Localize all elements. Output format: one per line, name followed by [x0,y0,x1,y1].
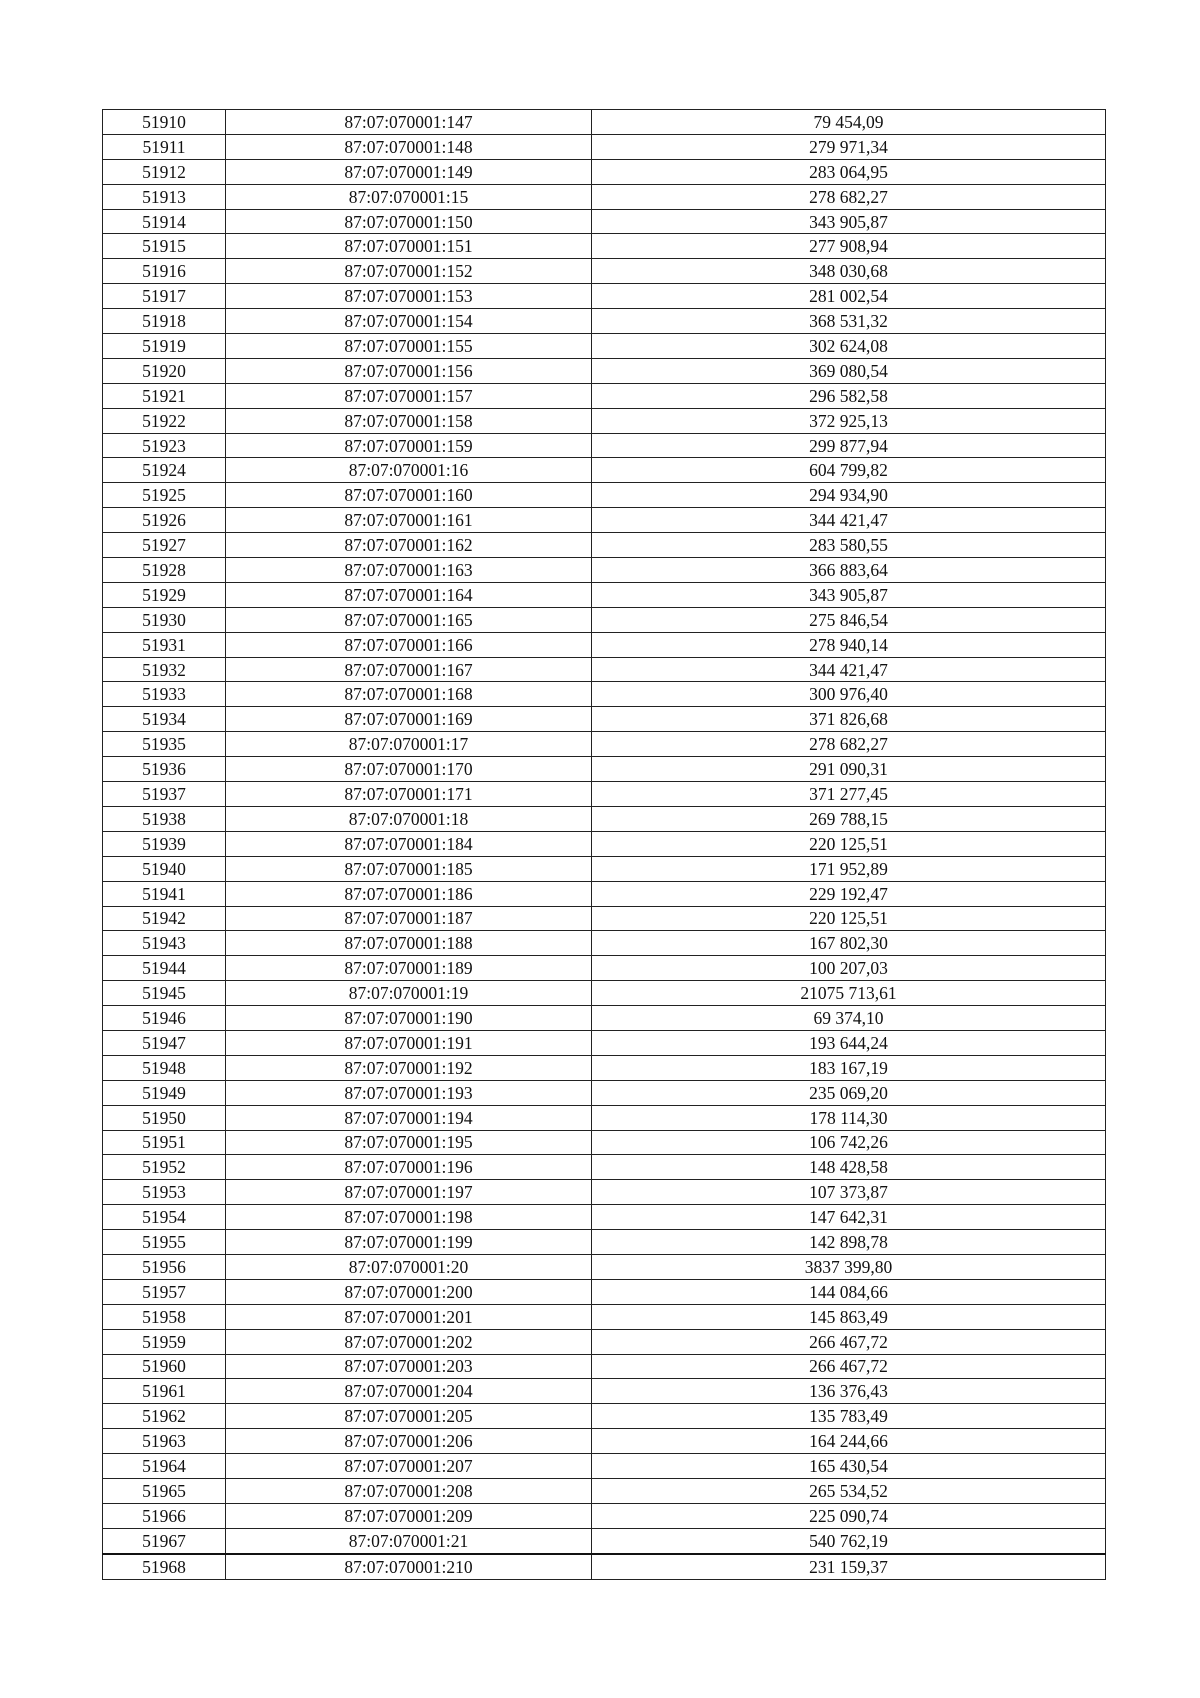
table-row [103,234,1106,259]
row-number-cell: 51946 [103,1006,226,1031]
cadastral-number-cell: 87:07:070001:202 [226,1329,592,1354]
cadastral-value-cell: 79 454,09 [592,110,1106,135]
cadastral-number-cell: 87:07:070001:197 [226,1180,592,1205]
row-number-cell: 51920 [103,358,226,383]
cadastral-number-cell: 87:07:070001:171 [226,782,592,807]
table-row [103,931,1106,956]
row-number-cell: 51921 [103,383,226,408]
table-row [103,831,1106,856]
row-number-cell: 51961 [103,1379,226,1404]
cadastral-value-cell: 300 976,40 [592,682,1106,707]
table-row [103,209,1106,234]
cadastral-number-cell: 87:07:070001:156 [226,358,592,383]
table-row [103,159,1106,184]
row-number-cell: 51955 [103,1230,226,1255]
cadastral-value-cell: 283 580,55 [592,533,1106,558]
row-number-cell: 51918 [103,309,226,334]
table-row [103,1279,1106,1304]
cadastral-number-cell: 87:07:070001:157 [226,383,592,408]
cadastral-number-cell: 87:07:070001:21 [226,1528,592,1553]
row-number-cell: 51922 [103,408,226,433]
table-row [103,582,1106,607]
row-number-cell: 51915 [103,234,226,259]
row-number-cell: 51917 [103,284,226,309]
cadastral-value-cell: 178 114,30 [592,1105,1106,1130]
cadastral-number-cell: 87:07:070001:158 [226,408,592,433]
table-row [103,1379,1106,1404]
cadastral-number-cell: 87:07:070001:163 [226,558,592,583]
cadastral-number-cell: 87:07:070001:206 [226,1429,592,1454]
cadastral-number-cell: 87:07:070001:161 [226,508,592,533]
row-number-cell: 51959 [103,1329,226,1354]
row-number-cell: 51939 [103,831,226,856]
row-number-cell: 51950 [103,1105,226,1130]
cadastral-value-cell: 164 244,66 [592,1429,1106,1454]
cadastral-number-cell: 87:07:070001:195 [226,1130,592,1155]
cadastral-number-cell: 87:07:070001:186 [226,881,592,906]
cadastral-value-cell: 296 582,58 [592,383,1106,408]
row-number-cell: 51949 [103,1080,226,1105]
cadastral-value-cell: 291 090,31 [592,757,1106,782]
row-number-cell: 51962 [103,1404,226,1429]
cadastral-value-cell: 220 125,51 [592,906,1106,931]
row-number-cell: 51930 [103,607,226,632]
cadastral-number-cell: 87:07:070001:193 [226,1080,592,1105]
cadastral-value-cell: 294 934,90 [592,483,1106,508]
table-row [103,1130,1106,1155]
table-row [103,1503,1106,1528]
cadastral-number-cell: 87:07:070001:160 [226,483,592,508]
cadastral-value-cell: 229 192,47 [592,881,1106,906]
table-row [103,458,1106,483]
cadastral-value-table [102,109,1106,1580]
table-row [103,632,1106,657]
table-row [103,1454,1106,1479]
table-row [103,1205,1106,1230]
table-row [103,1055,1106,1080]
cadastral-value-cell: 302 624,08 [592,334,1106,359]
cadastral-number-cell: 87:07:070001:198 [226,1205,592,1230]
row-number-cell: 51916 [103,259,226,284]
table-row [103,383,1106,408]
cadastral-value-cell: 225 090,74 [592,1503,1106,1528]
cadastral-value-cell: 281 002,54 [592,284,1106,309]
table-row [103,334,1106,359]
row-number-cell: 51943 [103,931,226,956]
cadastral-value-cell: 106 742,26 [592,1130,1106,1155]
table-row [103,1429,1106,1454]
cadastral-value-cell: 343 905,87 [592,582,1106,607]
table-row [103,1528,1106,1553]
row-number-cell: 51936 [103,757,226,782]
cadastral-number-cell: 87:07:070001:147 [226,110,592,135]
cadastral-value-cell: 278 682,27 [592,184,1106,209]
cadastral-number-cell: 87:07:070001:150 [226,209,592,234]
table-row [103,981,1106,1006]
cadastral-value-cell: 171 952,89 [592,856,1106,881]
cadastral-number-cell: 87:07:070001:203 [226,1354,592,1379]
row-number-cell: 51957 [103,1279,226,1304]
cadastral-value-cell: 265 534,52 [592,1478,1106,1503]
cadastral-number-cell: 87:07:070001:204 [226,1379,592,1404]
table-row [103,110,1106,135]
cadastral-number-cell: 87:07:070001:169 [226,707,592,732]
cadastral-value-cell: 107 373,87 [592,1180,1106,1205]
table-row [103,508,1106,533]
cadastral-number-cell: 87:07:070001:149 [226,159,592,184]
row-number-cell: 51965 [103,1478,226,1503]
table-row [103,682,1106,707]
row-number-cell: 51963 [103,1429,226,1454]
cadastral-number-cell: 87:07:070001:187 [226,906,592,931]
cadastral-value-cell: 372 925,13 [592,408,1106,433]
row-number-cell: 51932 [103,657,226,682]
table-row [103,483,1106,508]
cadastral-number-cell: 87:07:070001:159 [226,433,592,458]
row-number-cell: 51929 [103,582,226,607]
cadastral-number-cell: 87:07:070001:188 [226,931,592,956]
table-row [103,1254,1106,1279]
cadastral-value-cell: 235 069,20 [592,1080,1106,1105]
cadastral-number-cell: 87:07:070001:196 [226,1155,592,1180]
cadastral-number-cell: 87:07:070001:19 [226,981,592,1006]
table-row [103,732,1106,757]
row-number-cell: 51933 [103,682,226,707]
row-number-cell: 51923 [103,433,226,458]
cadastral-number-cell: 87:07:070001:208 [226,1478,592,1503]
row-number-cell: 51910 [103,110,226,135]
cadastral-number-cell: 87:07:070001:192 [226,1055,592,1080]
row-number-cell: 51938 [103,806,226,831]
row-number-cell: 51937 [103,782,226,807]
cadastral-number-cell: 87:07:070001:168 [226,682,592,707]
table-row [103,433,1106,458]
table-row [103,259,1106,284]
row-number-cell: 51934 [103,707,226,732]
row-number-cell: 51953 [103,1180,226,1205]
cadastral-value-cell: 3837 399,80 [592,1254,1106,1279]
cadastral-value-cell: 348 030,68 [592,259,1106,284]
table-row [103,358,1106,383]
cadastral-value-cell: 165 430,54 [592,1454,1106,1479]
cadastral-number-cell: 87:07:070001:20 [226,1254,592,1279]
table-body [103,110,1106,1580]
table-row [103,1230,1106,1255]
row-number-cell: 51947 [103,1030,226,1055]
table-row [103,657,1106,682]
cadastral-value-cell: 193 644,24 [592,1030,1106,1055]
row-number-cell: 51919 [103,334,226,359]
cadastral-number-cell: 87:07:070001:15 [226,184,592,209]
cadastral-number-cell: 87:07:070001:148 [226,134,592,159]
cadastral-number-cell: 87:07:070001:207 [226,1454,592,1479]
table-row [103,956,1106,981]
row-number-cell: 51952 [103,1155,226,1180]
table-row [103,1105,1106,1130]
table-row [103,1080,1106,1105]
cadastral-number-cell: 87:07:070001:16 [226,458,592,483]
cadastral-number-cell: 87:07:070001:209 [226,1503,592,1528]
cadastral-value-cell: 275 846,54 [592,607,1106,632]
table-row [103,607,1106,632]
table-row [103,707,1106,732]
cadastral-number-cell: 87:07:070001:210 [226,1554,592,1579]
cadastral-value-cell: 266 467,72 [592,1354,1106,1379]
cadastral-value-cell: 269 788,15 [592,806,1106,831]
cadastral-number-cell: 87:07:070001:152 [226,259,592,284]
cadastral-number-cell: 87:07:070001:185 [226,856,592,881]
cadastral-number-cell: 87:07:070001:155 [226,334,592,359]
table-row [103,309,1106,334]
row-number-cell: 51944 [103,956,226,981]
row-number-cell: 51967 [103,1528,226,1553]
cadastral-number-cell: 87:07:070001:191 [226,1030,592,1055]
cadastral-number-cell: 87:07:070001:162 [226,533,592,558]
row-number-cell: 51925 [103,483,226,508]
row-number-cell: 51928 [103,558,226,583]
cadastral-value-cell: 142 898,78 [592,1230,1106,1255]
table-row [103,1180,1106,1205]
table-row [103,782,1106,807]
table-row [103,134,1106,159]
cadastral-number-cell: 87:07:070001:165 [226,607,592,632]
row-number-cell: 51913 [103,184,226,209]
table-row [103,856,1106,881]
table-row [103,558,1106,583]
table-row [103,1006,1106,1031]
row-number-cell: 51926 [103,508,226,533]
row-number-cell: 51924 [103,458,226,483]
cadastral-value-cell: 344 421,47 [592,657,1106,682]
cadastral-value-cell: 366 883,64 [592,558,1106,583]
cadastral-value-cell: 278 940,14 [592,632,1106,657]
cadastral-number-cell: 87:07:070001:199 [226,1230,592,1255]
cadastral-value-cell: 283 064,95 [592,159,1106,184]
table-row [103,906,1106,931]
cadastral-number-cell: 87:07:070001:201 [226,1304,592,1329]
row-number-cell: 51960 [103,1354,226,1379]
table-row [103,1030,1106,1055]
cadastral-value-cell: 278 682,27 [592,732,1106,757]
cadastral-value-cell: 148 428,58 [592,1155,1106,1180]
cadastral-value-cell: 183 167,19 [592,1055,1106,1080]
cadastral-number-cell: 87:07:070001:18 [226,806,592,831]
cadastral-value-cell: 145 863,49 [592,1304,1106,1329]
row-number-cell: 51958 [103,1304,226,1329]
cadastral-value-cell: 371 826,68 [592,707,1106,732]
cadastral-number-cell: 87:07:070001:189 [226,956,592,981]
cadastral-number-cell: 87:07:070001:153 [226,284,592,309]
row-number-cell: 51968 [103,1554,226,1579]
cadastral-value-cell: 69 374,10 [592,1006,1106,1031]
row-number-cell: 51945 [103,981,226,1006]
row-number-cell: 51927 [103,533,226,558]
cadastral-value-cell: 136 376,43 [592,1379,1106,1404]
cadastral-number-cell: 87:07:070001:154 [226,309,592,334]
cadastral-value-cell: 299 877,94 [592,433,1106,458]
row-number-cell: 51940 [103,856,226,881]
table-row [103,284,1106,309]
cadastral-number-cell: 87:07:070001:151 [226,234,592,259]
table-row [103,1304,1106,1329]
table-row [103,1404,1106,1429]
table-row [103,1478,1106,1503]
cadastral-value-cell: 277 908,94 [592,234,1106,259]
cadastral-value-cell: 135 783,49 [592,1404,1106,1429]
cadastral-value-cell: 100 207,03 [592,956,1106,981]
row-number-cell: 51914 [103,209,226,234]
cadastral-number-cell: 87:07:070001:166 [226,632,592,657]
cadastral-number-cell: 87:07:070001:184 [226,831,592,856]
row-number-cell: 51964 [103,1454,226,1479]
row-number-cell: 51931 [103,632,226,657]
row-number-cell: 51956 [103,1254,226,1279]
row-number-cell: 51966 [103,1503,226,1528]
cadastral-number-cell: 87:07:070001:205 [226,1404,592,1429]
table-row [103,1329,1106,1354]
cadastral-value-cell: 344 421,47 [592,508,1106,533]
table-row [103,184,1106,209]
table-row [103,806,1106,831]
table-row [103,533,1106,558]
row-number-cell: 51954 [103,1205,226,1230]
cadastral-number-cell: 87:07:070001:17 [226,732,592,757]
cadastral-value-cell: 147 642,31 [592,1205,1106,1230]
row-number-cell: 51941 [103,881,226,906]
cadastral-value-cell: 604 799,82 [592,458,1106,483]
cadastral-value-cell: 167 802,30 [592,931,1106,956]
cadastral-value-cell: 540 762,19 [592,1528,1106,1553]
cadastral-number-cell: 87:07:070001:200 [226,1279,592,1304]
cadastral-number-cell: 87:07:070001:164 [226,582,592,607]
table-row [103,1554,1106,1579]
row-number-cell: 51948 [103,1055,226,1080]
table-row [103,408,1106,433]
row-number-cell: 51911 [103,134,226,159]
cadastral-value-cell: 368 531,32 [592,309,1106,334]
cadastral-value-cell: 371 277,45 [592,782,1106,807]
row-number-cell: 51942 [103,906,226,931]
cadastral-number-cell: 87:07:070001:194 [226,1105,592,1130]
row-number-cell: 51951 [103,1130,226,1155]
row-number-cell: 51912 [103,159,226,184]
table-row [103,881,1106,906]
cadastral-value-cell: 231 159,37 [592,1554,1106,1579]
cadastral-value-cell: 144 084,66 [592,1279,1106,1304]
cadastral-value-cell: 220 125,51 [592,831,1106,856]
cadastral-value-cell: 343 905,87 [592,209,1106,234]
cadastral-number-cell: 87:07:070001:170 [226,757,592,782]
cadastral-value-cell: 21075 713,61 [592,981,1106,1006]
cadastral-number-cell: 87:07:070001:167 [226,657,592,682]
cadastral-value-cell: 279 971,34 [592,134,1106,159]
table-row [103,757,1106,782]
table-row [103,1155,1106,1180]
table-row [103,1354,1106,1379]
row-number-cell: 51935 [103,732,226,757]
cadastral-value-cell: 369 080,54 [592,358,1106,383]
cadastral-number-cell: 87:07:070001:190 [226,1006,592,1031]
cadastral-value-cell: 266 467,72 [592,1329,1106,1354]
